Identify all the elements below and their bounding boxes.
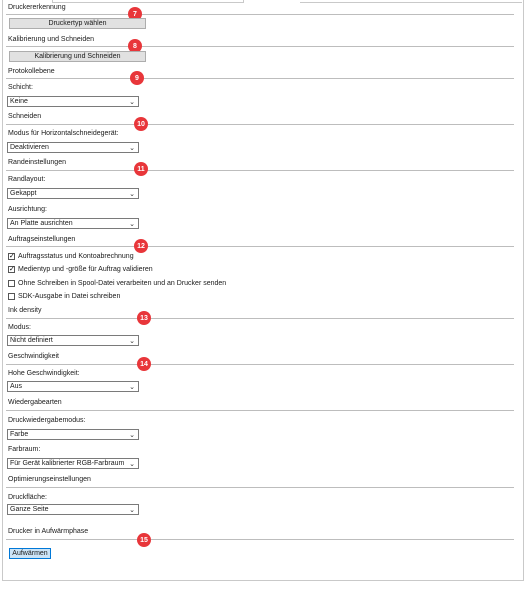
callout-marker-7: 7 xyxy=(128,7,142,21)
checkbox-sdk-ausgabe[interactable] xyxy=(8,292,120,301)
divider xyxy=(6,46,514,47)
chevron-down-icon: ⌄ xyxy=(129,461,135,468)
callout-marker-15: 15 xyxy=(137,533,151,547)
divider xyxy=(6,364,514,365)
ausrichtung-label: Ausrichtung: xyxy=(8,206,47,213)
divider xyxy=(6,246,514,247)
heading-auftragseinstellungen: Auftragseinstellungen xyxy=(8,236,76,243)
callout-marker-11: 11 xyxy=(134,162,148,176)
checkbox-auftragsstatus[interactable] xyxy=(8,252,134,261)
select-value: Gekappt xyxy=(10,190,37,197)
aufwaermen-button[interactable]: Aufwärmen xyxy=(9,548,51,559)
select-value: Keine xyxy=(10,98,28,105)
top-tab-outline xyxy=(52,0,244,3)
checkbox-label: Ohne Schreiben in Spool-Datei verarbeiten und an Drucker senden xyxy=(18,280,227,287)
ausrichtung-select[interactable] xyxy=(7,218,139,229)
farbraum-select[interactable] xyxy=(7,458,139,469)
divider xyxy=(6,539,514,540)
chevron-down-icon: ⌄ xyxy=(129,191,135,198)
druckwiedergabemodus-select[interactable] xyxy=(7,429,139,440)
checkbox-box xyxy=(8,280,15,287)
heading-optimierungseinstellungen: Optimierungseinstellungen xyxy=(8,476,91,483)
druckwiedergabemodus-label: Druckwiedergabemodus: xyxy=(8,417,86,424)
heading-protokollebene: Protokollebene xyxy=(8,68,55,75)
select-value: Aus xyxy=(10,383,23,390)
chevron-down-icon: ⌄ xyxy=(129,384,135,391)
select-value: Für Gerät kalibrierter RGB-Farbraum xyxy=(10,460,125,467)
divider xyxy=(6,318,514,319)
horizontalschneider-label: Modus für Horizontalschneidegerät: xyxy=(8,130,119,137)
select-value: Ganze Seite xyxy=(10,506,49,513)
callout-marker-9: 9 xyxy=(130,71,144,85)
heading-druckererkennung: Druckererkennung xyxy=(8,4,66,11)
hohe-geschwindigkeit-label: Hohe Geschwindigkeit: xyxy=(8,370,80,377)
farbraum-label: Farbraum: xyxy=(8,446,41,453)
divider xyxy=(6,487,514,488)
ink-modus-select[interactable] xyxy=(7,335,139,346)
checkbox-medientyp[interactable] xyxy=(8,265,153,274)
checkbox-box: ✓ xyxy=(9,253,15,260)
select-value: An Platte ausrichten xyxy=(10,220,73,227)
divider xyxy=(6,124,514,125)
horizontalschneider-select[interactable] xyxy=(7,142,139,153)
select-value: Farbe xyxy=(10,431,29,438)
callout-marker-13: 13 xyxy=(137,311,151,325)
druckertyp-waehlen-button[interactable]: Druckertyp wählen xyxy=(9,18,146,29)
heading-wiedergabearten: Wiedergabearten xyxy=(8,399,62,406)
callout-marker-10: 10 xyxy=(134,117,148,131)
checkbox-label: SDK-Ausgabe in Datei schreiben xyxy=(18,293,121,300)
heading-ink-density: Ink density xyxy=(8,307,42,314)
divider xyxy=(6,14,514,15)
schicht-label: Schicht: xyxy=(8,84,33,91)
top-tab-outline-right xyxy=(300,0,522,3)
divider xyxy=(6,170,514,171)
chevron-down-icon: ⌄ xyxy=(129,338,135,345)
checkbox-label: Medientyp und -größe für Auftrag validieren xyxy=(18,266,153,273)
heading-kalibrierung: Kalibrierung und Schneiden xyxy=(8,36,95,43)
callout-marker-8: 8 xyxy=(128,39,142,53)
checkbox-box: ✓ xyxy=(9,266,15,273)
heading-aufwaermphase: Drucker in Aufwärmphase xyxy=(8,528,89,535)
heading-randeinstellungen: Randeinstellungen xyxy=(8,159,66,166)
hohe-geschwindigkeit-select[interactable] xyxy=(7,381,139,392)
chevron-down-icon: ⌄ xyxy=(129,221,135,228)
checkbox-label: Auftragsstatus und Kontoabrechnung xyxy=(18,253,134,260)
ink-modus-label: Modus: xyxy=(8,324,31,331)
randlayout-label: Randlayout: xyxy=(8,176,46,183)
divider xyxy=(6,410,514,411)
kalibrierung-button[interactable]: Kalibrierung und Schneiden xyxy=(9,51,146,62)
select-value: Nicht definiert xyxy=(10,337,53,344)
select-value: Deaktivieren xyxy=(10,144,49,151)
checkbox-ohne-spool[interactable] xyxy=(8,279,226,288)
chevron-down-icon: ⌄ xyxy=(129,432,135,439)
divider xyxy=(6,78,514,79)
heading-geschwindigkeit: Geschwindigkeit xyxy=(8,353,59,360)
chevron-down-icon: ⌄ xyxy=(129,99,135,106)
settings-panel xyxy=(2,0,524,581)
schicht-select[interactable] xyxy=(7,96,139,107)
callout-marker-14: 14 xyxy=(137,357,151,371)
callout-marker-12: 12 xyxy=(134,239,148,253)
chevron-down-icon: ⌄ xyxy=(129,507,135,514)
randlayout-select[interactable] xyxy=(7,188,139,199)
chevron-down-icon: ⌄ xyxy=(129,145,135,152)
druckflaeche-select[interactable] xyxy=(7,504,139,515)
heading-schneiden: Schneiden xyxy=(8,113,42,120)
druckflaeche-label: Druckfläche: xyxy=(8,494,47,501)
checkbox-box xyxy=(8,293,15,300)
